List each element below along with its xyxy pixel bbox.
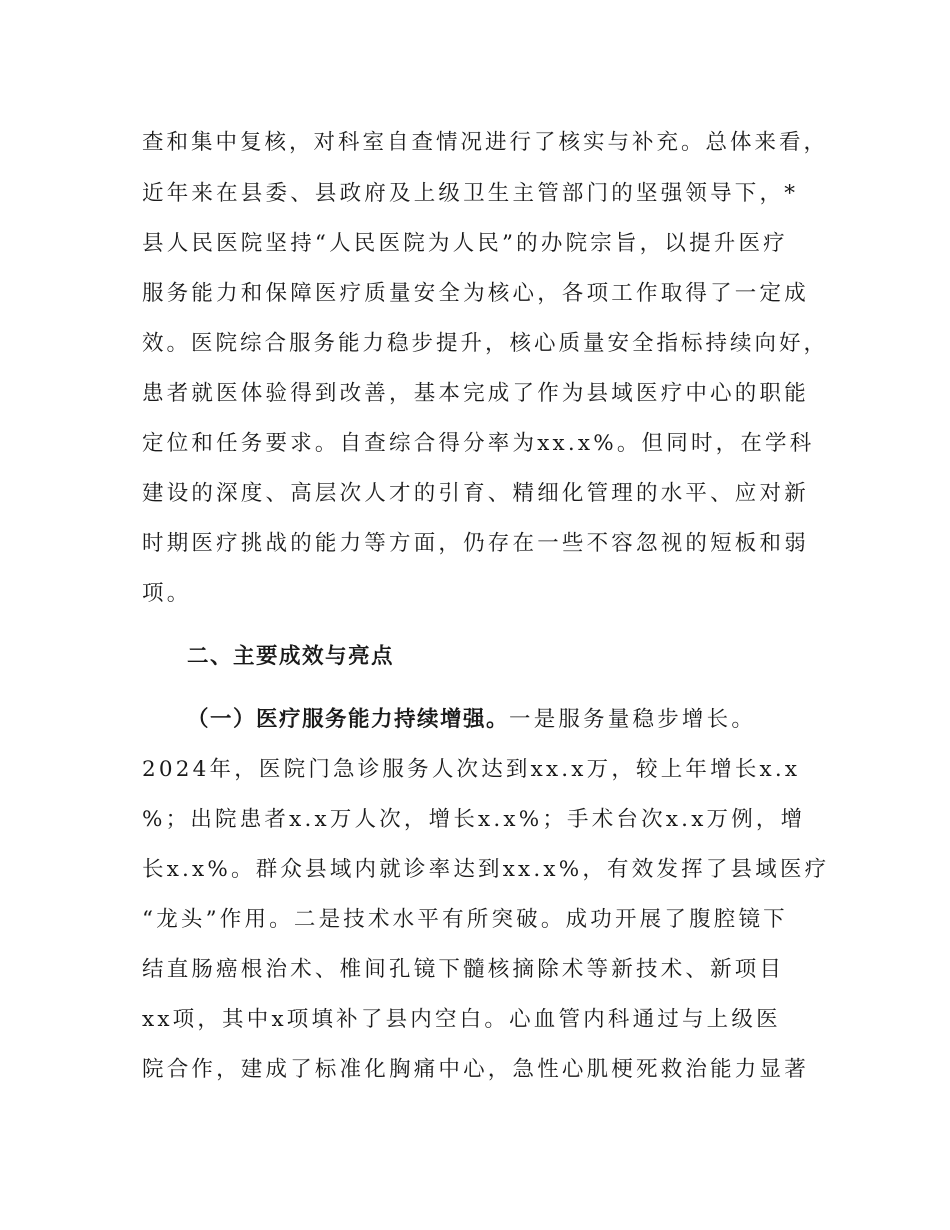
paragraph-line: 长x.x%。群众县域内就诊率达到xx.x%，有效发挥了县域医疗 <box>142 857 830 882</box>
paragraph-lead-line <box>187 705 756 735</box>
paragraph-line: 查和集中复核，对科室自查情况进行了核实与补充。总体来看， <box>142 130 829 155</box>
paragraph-line: 近年来在县委、县政府及上级卫生主管部门的坚强领导下，* <box>142 181 799 206</box>
paragraph-line: xx项，其中x项填补了县内空白。心血管内科通过与上级医 <box>142 1007 781 1032</box>
paragraph-line: 定位和任务要求。自查综合得分率为xx.x%。但同时，在学科 <box>142 431 815 456</box>
section-heading: 二、主要成效与亮点 <box>187 644 395 669</box>
paragraph-line: 时期医疗挑战的能力等方面，仍存在一些不容忽视的短板和弱 <box>142 531 809 556</box>
paragraph-line: “龙头”作用。二是技术水平有所突破。成功开展了腹腔镜下 <box>142 907 788 932</box>
paragraph-line: 结直肠癌根治术、椎间孔镜下髓核摘除术等新技术、新项目 <box>142 957 785 982</box>
paragraph-lead-text: 一是服务量稳步增长。 <box>509 707 757 732</box>
paragraph-line: 建设的深度、高层次人才的引育、精细化管理的水平、应对新 <box>142 481 809 506</box>
paragraph-line: 效。医院综合服务能力稳步提升，核心质量安全指标持续向好， <box>142 331 829 356</box>
paragraph-line: 患者就医体验得到改善，基本完成了作为县域医疗中心的职能 <box>142 381 809 406</box>
paragraph-line: 服务能力和保障医疗质量安全为核心，各项工作取得了一定成 <box>142 281 809 306</box>
paragraph-line: 县人民医院坚持“人民医院为人民”的办院宗旨，以提升医疗 <box>142 231 788 256</box>
paragraph-line: %；出院患者x.x万人次，增长x.x%；手术台次x.x万例，增 <box>142 807 806 832</box>
paragraph-line: 项。 <box>142 581 192 606</box>
paragraph-line: 院合作，建成了标准化胸痛中心，急性心肌梗死救治能力显著 <box>142 1057 809 1082</box>
subsection-title: （一）医疗服务能力持续增强。 <box>187 707 510 732</box>
paragraph-line: 2024年，医院门急诊服务人次达到xx.x万，较上年增长x.x <box>142 757 801 782</box>
